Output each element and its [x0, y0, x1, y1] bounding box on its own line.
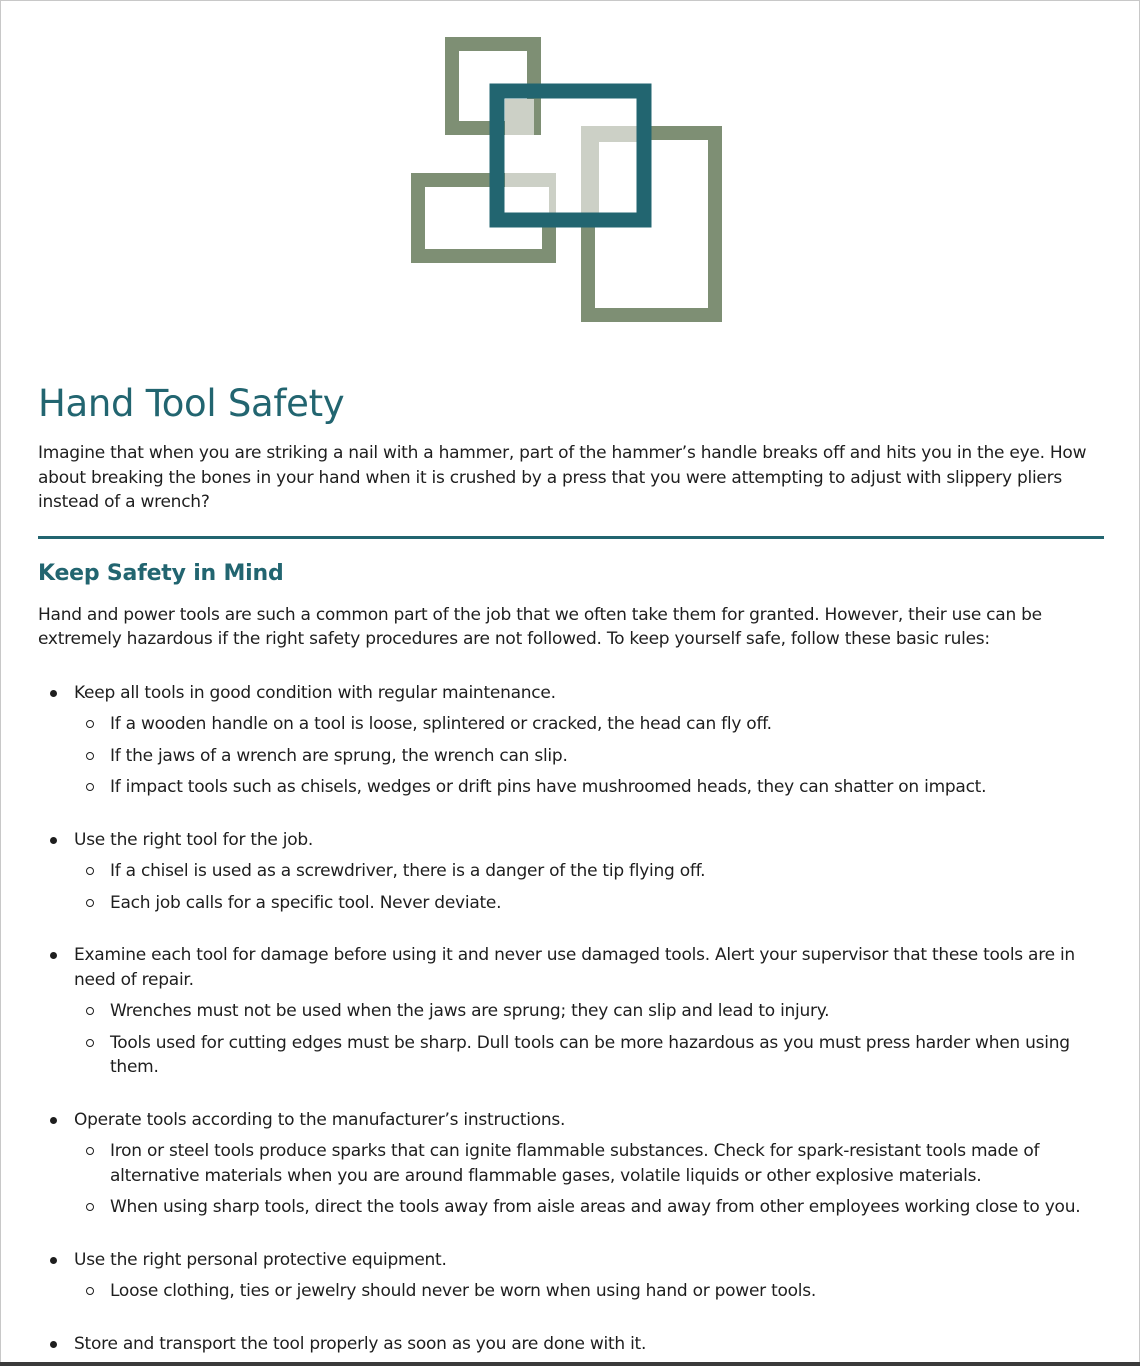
rule-item	[38, 943, 1104, 1080]
sub-text: If a chisel is used as a screwdriver, there is a danger of the tip flying off.	[110, 861, 706, 881]
bullet-icon	[50, 837, 57, 844]
section-heading: Keep Safety in Mind	[38, 560, 284, 586]
sub-item	[74, 744, 1104, 769]
sub-item	[74, 1139, 1104, 1188]
rule-text: Examine each tool for damage before using it and never use damaged tools. Alert your supervisor that these tools are in need of repair.	[74, 945, 1075, 990]
rule-item	[38, 1332, 1104, 1357]
circle-bullet-icon	[86, 867, 94, 875]
sub-text: When using sharp tools, direct the tools away from aisle areas and away from other employees working close to you.	[110, 1197, 1081, 1217]
sub-text: If the jaws of a wrench are sprung, the wrench can slip.	[110, 745, 568, 766]
sub-item	[74, 775, 1104, 800]
bullet-icon	[50, 1117, 57, 1124]
sub-text: Tools used for cutting edges must be sharp. Dull tools can be more hazardous as you must press harder when using them.	[110, 1032, 1070, 1077]
logo-overlap-mask-2	[505, 187, 549, 213]
sub-text: Each job calls for a specific tool. Never deviate.	[110, 892, 502, 913]
rule-text: Use the right personal protective equipment.	[74, 1249, 447, 1270]
rule-item	[38, 828, 1104, 916]
bullet-icon	[50, 952, 57, 959]
sub-list	[74, 999, 1104, 1080]
sub-item	[74, 891, 1104, 916]
rule-text: Keep all tools in good condition with regular maintenance.	[74, 682, 556, 703]
rules-list	[38, 681, 1104, 1357]
sub-item	[74, 859, 1104, 884]
circle-bullet-icon	[86, 1287, 94, 1295]
section-paragraph: Hand and power tools are such a common part of the job that we often take them for granted. However, their use can be extremely hazardous if the right safety procedures are not followed. To keep yourself safe, follow these basic rules:	[38, 604, 1042, 649]
sub-text: If impact tools such as chisels, wedges or drift pins have mushroomed heads, they can shatter on impact.	[110, 777, 987, 797]
bullet-icon	[50, 1341, 57, 1348]
intro-paragraph: Imagine that when you are striking a nail with a hammer, part of the hammer’s handle breaks off and hits you in the eye. How about breaking the bones in your hand when it is crushed by a press that you were attempting to adjust with slippery pliers instead of a wrench?	[38, 443, 1087, 512]
sub-list	[74, 712, 1104, 800]
logo-overlap-1	[505, 99, 534, 135]
window-bottom-edge	[0, 1362, 1140, 1366]
circle-bullet-icon	[86, 720, 94, 728]
circle-bullet-icon	[86, 783, 94, 791]
sub-list	[74, 1279, 1104, 1304]
sub-item	[74, 1279, 1104, 1304]
logo-overlap-mask	[599, 142, 637, 213]
rule-text: Store and transport the tool properly as soon as you are done with it.	[74, 1333, 647, 1354]
circle-bullet-icon	[86, 1203, 94, 1211]
interlocking-squares-logo	[405, 31, 731, 329]
circle-bullet-icon	[86, 1147, 94, 1155]
section-divider	[38, 536, 1104, 539]
rule-item	[38, 681, 1104, 800]
circle-bullet-icon	[86, 899, 94, 907]
page-title: Hand Tool Safety	[38, 382, 345, 425]
sub-item	[74, 1195, 1104, 1220]
sub-list	[74, 1139, 1104, 1220]
main-content	[38, 377, 1104, 1356]
circle-bullet-icon	[86, 1039, 94, 1047]
sub-text: Iron or steel tools produce sparks that can ignite flammable substances. Check for spark-resistant tools made of alternative materials when you are around flammable gases, volatile liquids or other explosive materials.	[110, 1141, 1040, 1186]
rule-item	[38, 1108, 1104, 1220]
sub-item	[74, 999, 1104, 1024]
bullet-icon	[50, 1257, 57, 1264]
rule-text: Use the right tool for the job.	[74, 829, 314, 850]
sub-text: If a wooden handle on a tool is loose, splintered or cracked, the head can fly off.	[110, 714, 772, 734]
sub-item	[74, 712, 1104, 737]
rule-item	[38, 1248, 1104, 1304]
sub-item	[74, 1031, 1104, 1080]
sub-list	[74, 859, 1104, 915]
rule-text: Operate tools according to the manufacturer’s instructions.	[74, 1109, 566, 1130]
sub-text: Wrenches must not be used when the jaws are sprung; they can slip and lead to injury.	[110, 1001, 830, 1021]
circle-bullet-icon	[86, 1007, 94, 1015]
sub-text: Loose clothing, ties or jewelry should never be worn when using hand or power tools.	[110, 1281, 817, 1301]
circle-bullet-icon	[86, 752, 94, 760]
bullet-icon	[50, 690, 57, 697]
